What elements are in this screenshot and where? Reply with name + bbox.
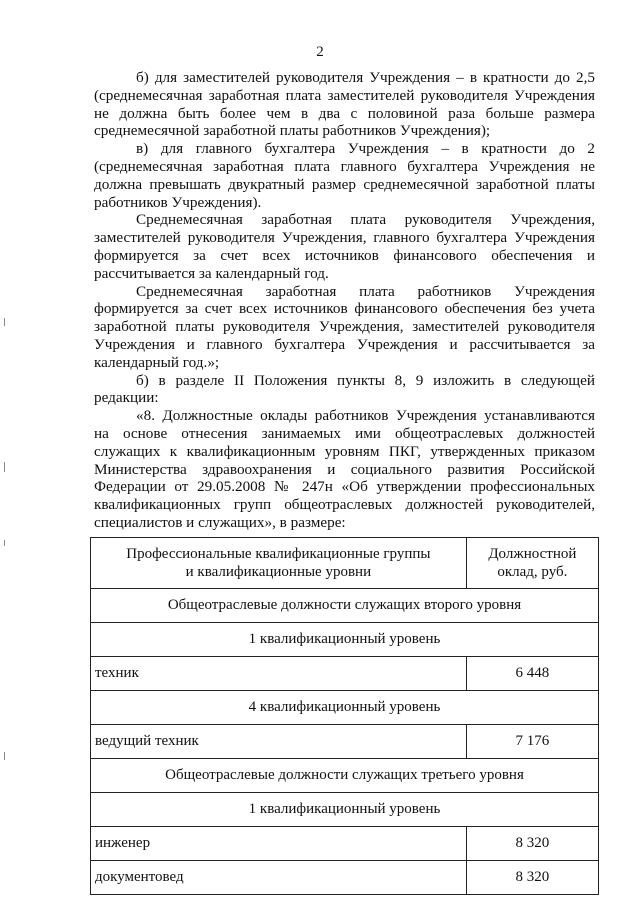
paragraph-item-8: «8. Должностные оклады работников Учреждения устанавливаются на основе отнесения занимаемых ими общеотраслевых должностей служащих к квалификационным уровням ПКГ, утвержденных приказом Министерства здравоохранения и социального развития Российской Федерации от 29.05.2008 № 247н «Об утверждении профессиональных квалификационных групп общеотраслевых должностей руководителей, специалистов и служащих», в размере: — [94, 407, 595, 531]
paragraph-section-ii: б) в разделе II Положения пункты 8, 9 изложить в следующей редакции: — [94, 371, 595, 407]
paragraph-chief-accountant: в) для главного бухгалтера Учреждения – в кратности до 2 (среднемесячная заработная плата главного бухгалтера Учреждения не должна превышать двукратный размер среднемесячной заработной платы работников Учреждения). — [94, 140, 595, 211]
header-salary-line1: Должностной — [488, 546, 577, 562]
header-groups-line1: Профессиональные квалификационные группы — [126, 546, 431, 562]
position-name: ведущий техник — [91, 725, 467, 759]
group-second-level: Общеотраслевые должности служащих второго уровня — [91, 589, 599, 623]
table-row — [91, 827, 599, 861]
table-group-row — [91, 589, 599, 623]
salary-value: 8 320 — [466, 861, 598, 895]
position-name: документовед — [91, 861, 467, 895]
position-name: инженер — [91, 827, 467, 861]
table-row — [91, 657, 599, 691]
salary-value: 8 320 — [466, 827, 598, 861]
table-row — [91, 861, 599, 895]
scan-margin-mark — [4, 462, 5, 472]
header-groups-line2: и квалификационные уровни — [185, 564, 372, 580]
salary-value: 7 176 — [466, 725, 598, 759]
qualification-level-1: 1 квалификационный уровень — [91, 623, 599, 657]
document-body — [94, 69, 595, 532]
table-group-row — [91, 759, 599, 793]
position-name: техник — [91, 657, 467, 691]
table-level-row — [91, 793, 599, 827]
table-header-groups — [91, 538, 467, 589]
table-row — [91, 725, 599, 759]
table-level-row — [91, 691, 599, 725]
table-level-row — [91, 623, 599, 657]
scan-margin-mark — [4, 318, 5, 326]
page-number: 2 — [316, 44, 324, 60]
salary-table — [90, 537, 599, 895]
paragraph-staff-salary: Среднемесячная заработная плата работников Учреждения формируется за счет всех источников финансового обеспечения без учета заработной платы руководителя Учреждения, заместителей руководителя Учреждения и главного бухгалтера Учреждения и рассчитывается за календарный год.»; — [94, 282, 595, 371]
qualification-level-4: 4 квалификационный уровень — [91, 691, 599, 725]
group-third-level: Общеотраслевые должности служащих третьего уровня — [91, 759, 599, 793]
salary-value: 6 448 — [466, 657, 598, 691]
table-header-salary — [466, 538, 598, 589]
paragraph-deputies: б) для заместителей руководителя Учреждения – в кратности до 2,5 (среднемесячная заработная плата заместителей руководителя Учреждения не должна быть более чем в два с половиной раза больше размера среднемесячной заработной платы работников Учреждения); — [94, 69, 595, 140]
scan-margin-mark — [4, 540, 5, 546]
qualification-level-1: 1 квалификационный уровень — [91, 793, 599, 827]
paragraph-management-salary: Среднемесячная заработная плата руководителя Учреждения, заместителей руководителя Учреждения, главного бухгалтера Учреждения формируется за счет всех источников финансового обеспечения и рассчитывается за календарный год. — [94, 211, 595, 282]
table-header-row — [91, 538, 599, 589]
scan-margin-mark — [4, 752, 5, 760]
header-salary-line2: оклад, руб. — [497, 564, 568, 580]
